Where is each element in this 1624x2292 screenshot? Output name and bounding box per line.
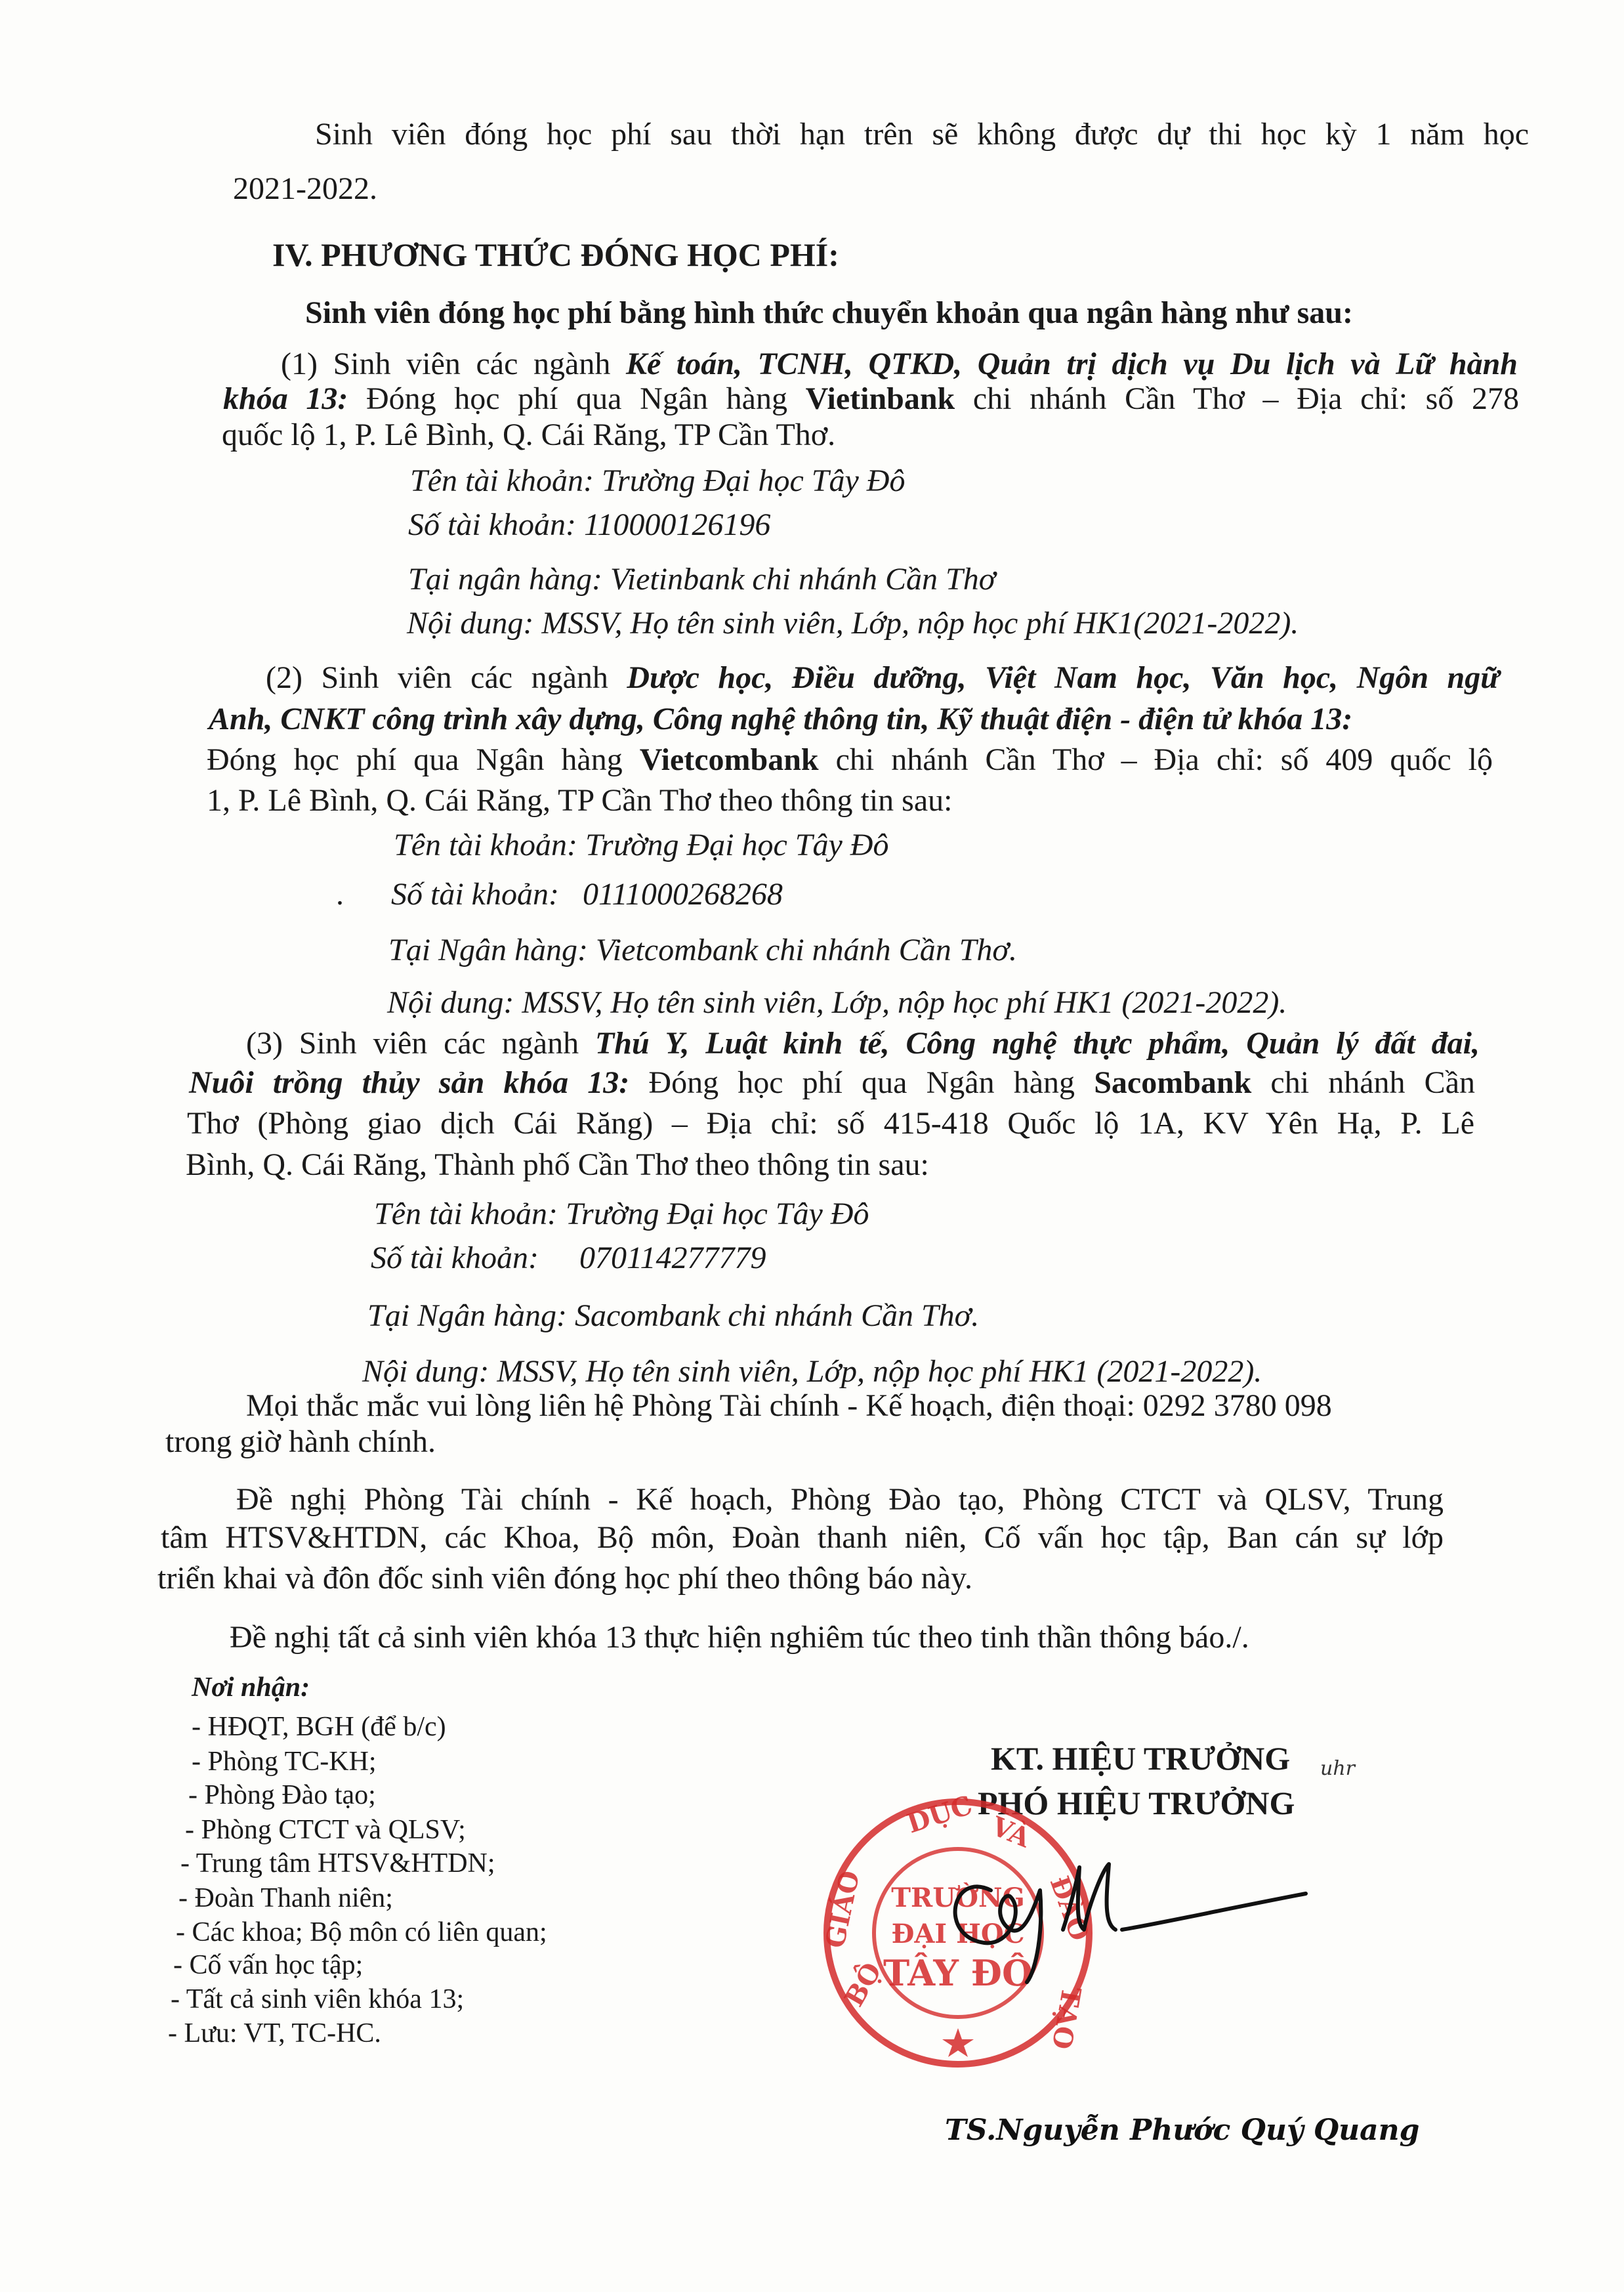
text-line: Sinh viên đóng học phí sau thời hạn trên sẽ không được dự thi học kỳ 1 năm học [315,117,1529,152]
svg-text:TRƯỜNG: TRƯỜNG [891,1882,1025,1913]
item3-account-number-label: Số tài khoản: [371,1241,539,1275]
item2-line4: 1, P. Lê Bình, Q. Cái Răng, TP Cần Thơ theo thông tin sau: [207,783,953,818]
item2-account-number-label: Số tài khoản: [391,877,559,912]
item2-line1: (2) Sinh viên các ngành Dược học, Điều dưỡng, Việt Nam học, Văn học, Ngôn ngữ [266,660,1500,695]
item3-line4: Bình, Q. Cái Răng, Thành phố Cần Thơ theo thông tin sau: [186,1147,929,1182]
recipient-item: - Cố vấn học tập; [173,1950,364,1980]
item1-account-number: Số tài khoản: 110000126196 [408,507,771,542]
text-line: 2021-2022. [233,171,377,206]
recipients-title: Nơi nhận: [192,1672,310,1703]
initials-mark [1319,1751,1371,1784]
handwritten-signature [912,1831,1319,1989]
contact-line2: trong giờ hành chính. [165,1424,436,1459]
svg-text:uhr: uhr [1320,1757,1355,1780]
svg-text:TÂY ĐÔ: TÂY ĐÔ [883,1952,1033,1994]
stray-dot: . [336,877,344,912]
signature-title-2: PHÓ HIỆU TRƯỞNG [978,1785,1295,1821]
svg-text:VÀ: VÀ [987,1810,1035,1854]
svg-text:ĐẠI HỌC: ĐẠI HỌC [891,1919,1025,1949]
svg-text:TẠO: TẠO [1045,1984,1087,2052]
item3-line3: Thơ (Phòng giao dịch Cái Răng) – Địa chỉ: số 415-418 Quốc lộ 1A, KV Yên Hạ, P. Lê [187,1106,1474,1141]
contact-line1: Mọi thắc mắc vui lòng liên hệ Phòng Tài chính - Kế hoạch, điện thoại: 0292 3780 098 [246,1388,1332,1423]
item3-line2: Nuôi trồng thủy sản khóa 13: Đóng học phí qua Ngân hàng Sacombank chi nhánh Cần [189,1065,1476,1100]
section-heading: IV. PHƯƠNG THỨC ĐÓNG HỌC PHÍ: [272,236,839,273]
recipient-item: - Tất cả sinh viên khóa 13; [171,1984,465,2014]
item2-account-name: Tên tài khoản: Trường Đại học Tây Đô [394,828,889,862]
item3-account-name: Tên tài khoản: Trường Đại học Tây Đô [374,1197,869,1231]
recipient-item: - Trung tâm HTSV&HTDN; [180,1848,495,1878]
recipient-item: - Phòng CTCT và QLSV; [185,1815,466,1845]
item1-line3: quốc lộ 1, P. Lê Bình, Q. Cái Răng, TP Cần Thơ. [222,417,836,452]
recipient-item: - Các khoa; Bộ môn có liên quan; [176,1917,547,1947]
svg-text:ĐÀO: ĐÀO [1043,1872,1096,1945]
recipient-item: - Phòng TC-KH; [192,1747,377,1777]
item2-line3: Đóng học phí qua Ngân hàng Vietcombank chi nhánh Cần Thơ – Địa chỉ: số 409 quốc lộ [207,742,1493,777]
item2-account-number: 0111000268268 [583,877,783,912]
request-line1: Đề nghị Phòng Tài chính - Kế hoạch, Phòng Đào tạo, Phòng CTCT và QLSV, Trung [236,1482,1444,1517]
recipient-item: - HĐQT, BGH (để b/c) [192,1712,446,1742]
svg-text:GIÁO: GIÁO [819,1868,866,1951]
recipient-item: - Lưu: VT, TC-HC. [168,2018,381,2048]
signer-name [945,2094,1420,2166]
item1-line2: khóa 13: Đóng học phí qua Ngân hàng Vietinbank chi nhánh Cần Thơ – Địa chỉ: số 278 [223,381,1519,416]
recipient-item: - Đoàn Thanh niên; [178,1883,393,1913]
section-subheading: Sinh viên đóng học phí bằng hình thức chuyển khoản qua ngân hàng như sau: [305,295,1353,330]
item3-line1: (3) Sinh viên các ngành Thú Y, Luật kinh tế, Công nghệ thực phẩm, Quản lý đất đai, [246,1026,1480,1061]
item1-account-name: Tên tài khoản: Trường Đại học Tây Đô [410,463,906,498]
item1-line1: (1) Sinh viên các ngành Kế toán, TCNH, QTKD, Quản trị dịch vụ Du lịch và Lữ hành [281,347,1518,381]
item2-line2: Anh, CNKT công trình xây dựng, Công nghệ thông tin, Kỹ thuật điện - điện tử khóa 13: [209,702,1353,736]
signature-title-1: KT. HIỆU TRƯỞNG [991,1740,1291,1777]
request-line2: tâm HTSV&HTDN, các Khoa, Bộ môn, Đoàn thanh niên, Cố vấn học tập, Ban cán sự lớp [161,1520,1444,1555]
item3-content: Nội dung: MSSV, Họ tên sinh viên, Lớp, nộp học phí HK1 (2021-2022). [362,1354,1262,1389]
recipient-item: - Phòng Đào tạo; [188,1780,376,1810]
request-line4: Đề nghị tất cả sinh viên khóa 13 thực hiện nghiêm túc theo tinh thần thông báo./. [230,1620,1249,1655]
svg-text:DỤC: DỤC [903,1789,976,1840]
item1-bank: Tại ngân hàng: Vietinbank chi nhánh Cần Thơ [408,562,996,597]
svg-text:TS.Nguyễn Phước Quý Quang: TS.Nguyễn Phước Quý Quang [945,2113,1420,2147]
item3-account-number: 070114277779 [579,1241,766,1275]
svg-text:BỘ: BỘ [838,1957,888,2012]
item2-content: Nội dung: MSSV, Họ tên sinh viên, Lớp, nộp học phí HK1 (2021-2022). [387,985,1287,1020]
item1-content: Nội dung: MSSV, Họ tên sinh viên, Lớp, nộp học phí HK1(2021-2022). [407,606,1299,641]
request-line3: triển khai và đôn đốc sinh viên đóng học phí theo thông báo này. [157,1561,972,1596]
item3-bank: Tại Ngân hàng: Sacombank chi nhánh Cần Thơ. [367,1298,980,1333]
item2-bank: Tại Ngân hàng: Vietcombank chi nhánh Cần Thơ. [388,933,1018,967]
